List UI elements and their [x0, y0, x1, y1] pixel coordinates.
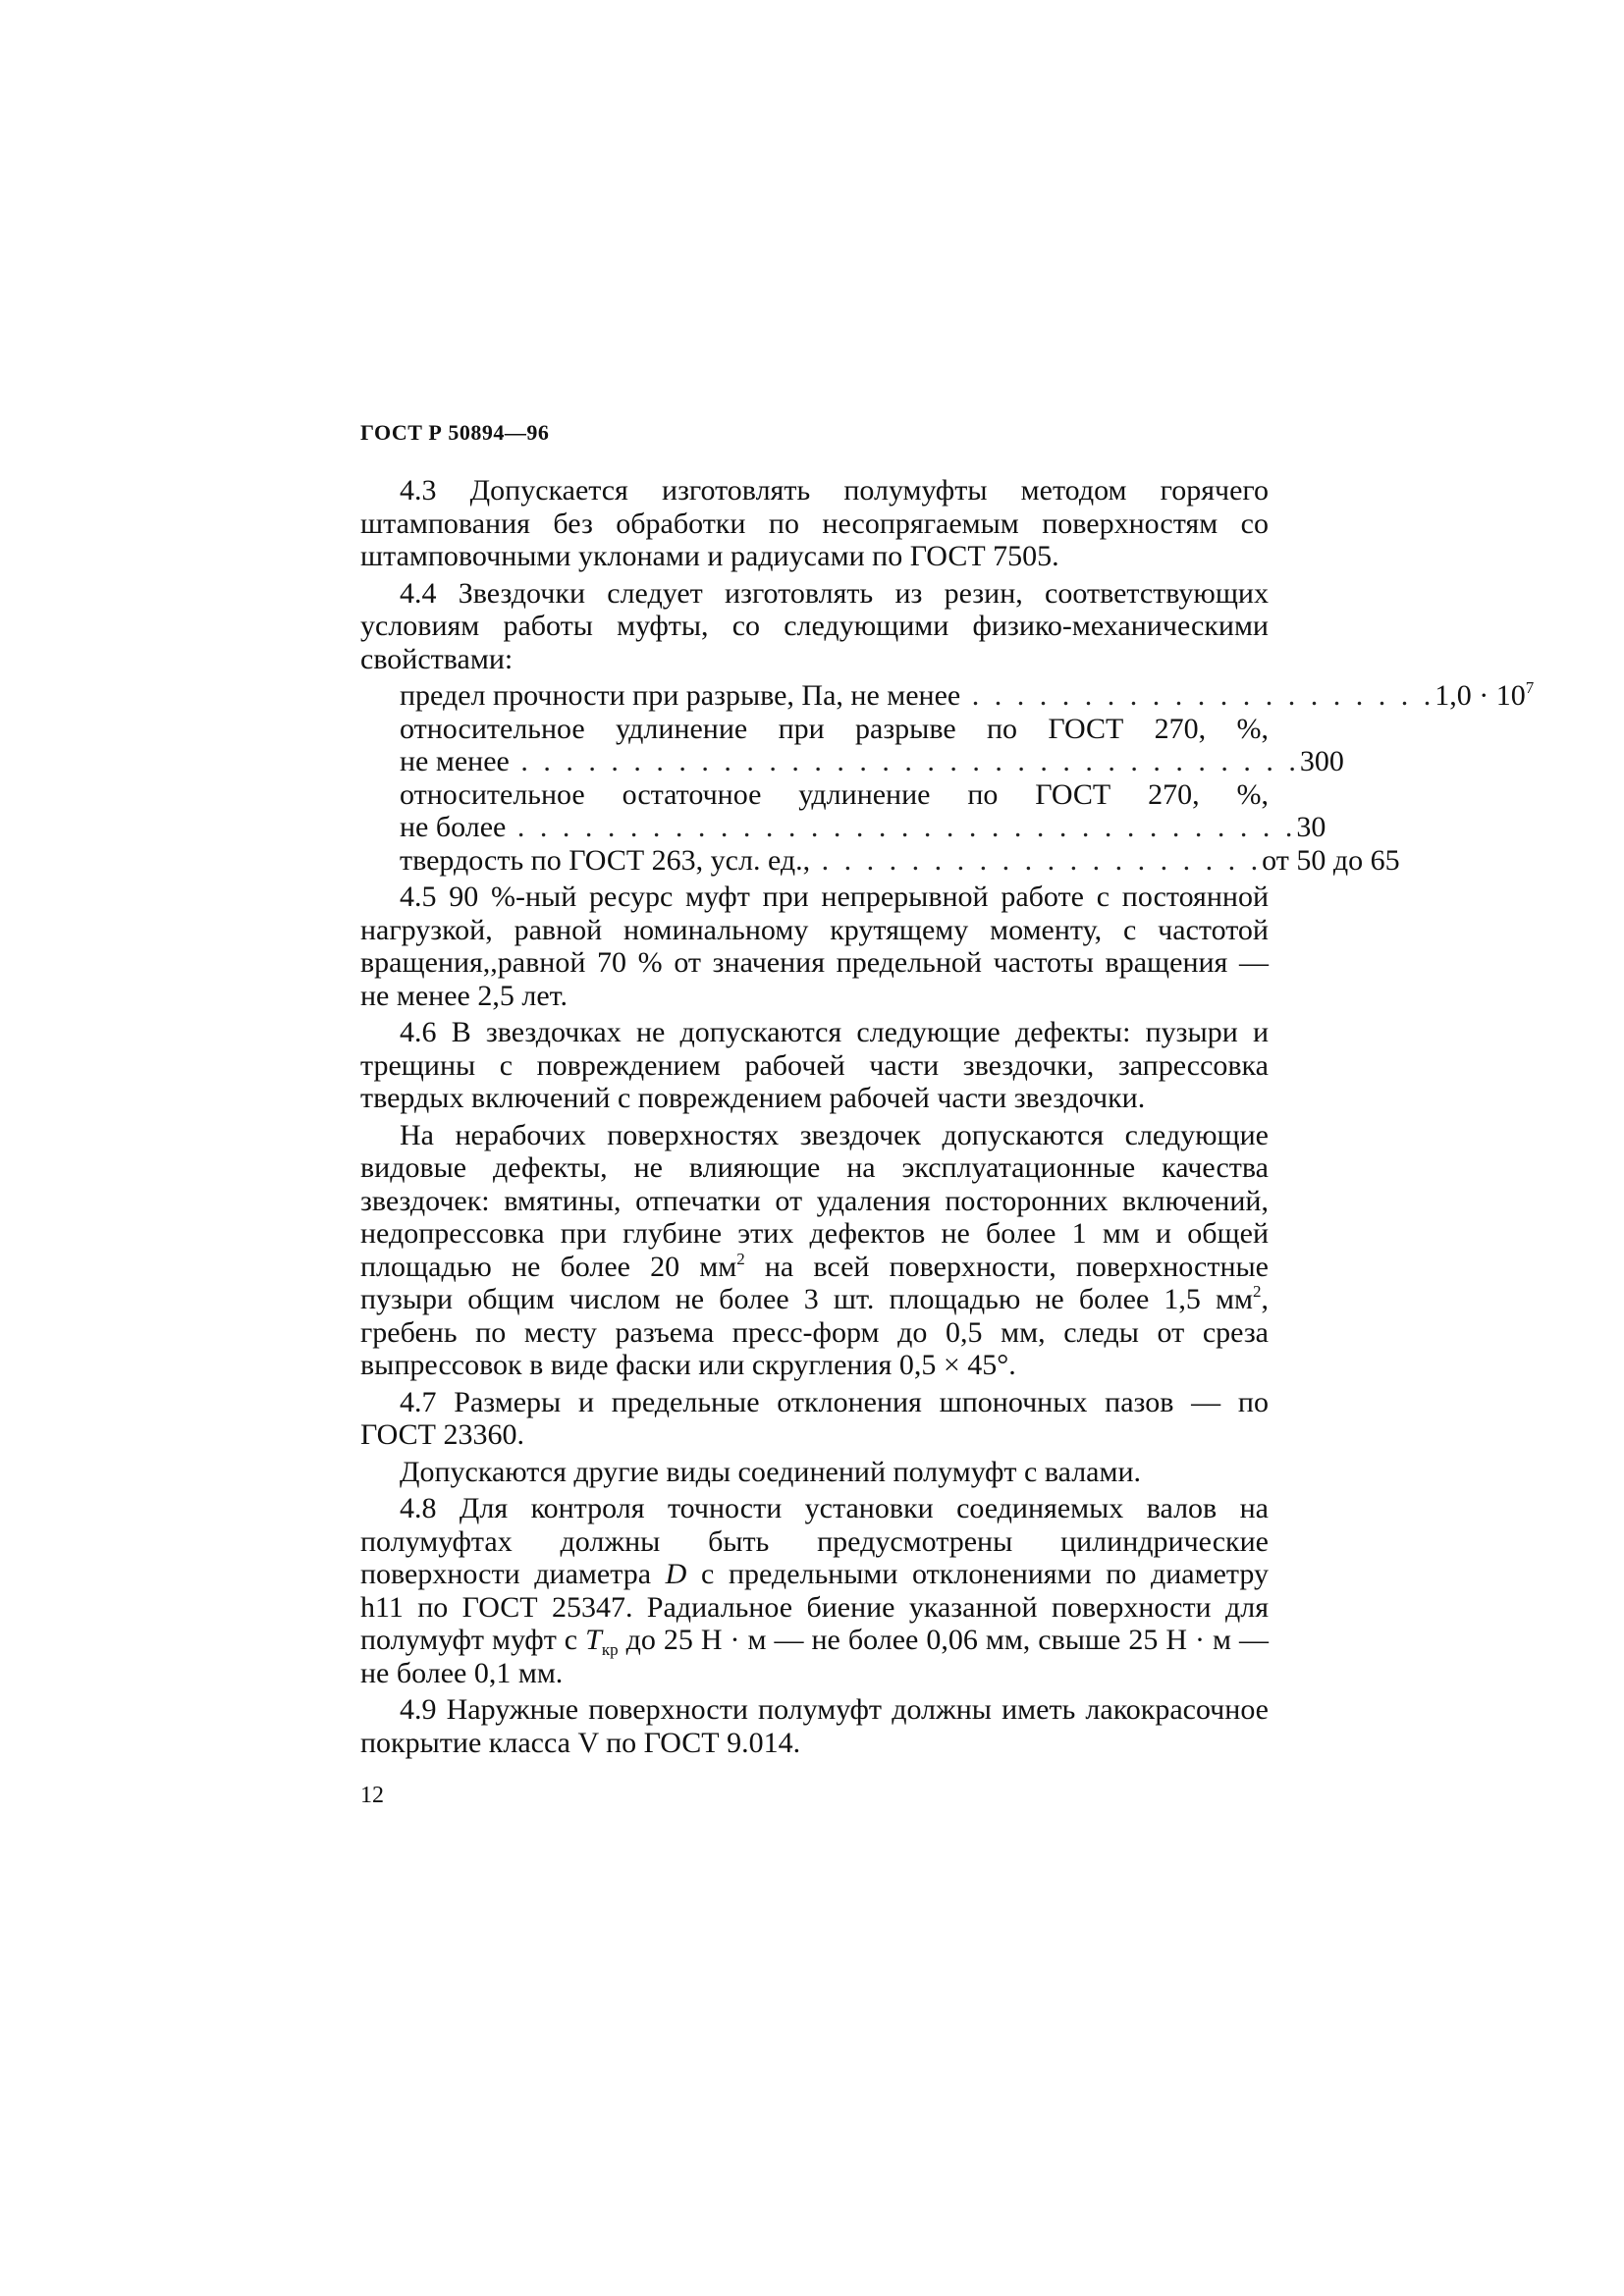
paragraph-4-4: 4.4 Звездочки следует изготовлять из резин, соответствующих условиям работы муфты, со следующими физико-механическими свойствами: [360, 576, 1269, 675]
paragraph-4-5: 4.5 90 %-ный ресурс муфт при непрерывной работе с постоянной нагрузкой, равной номинальному крутящему моменту, с частотой вращения,,равной 70 % от значения предельной частоты вращения — не менее 2,5 лет. [360, 881, 1269, 1012]
dot-leader: . . . . . . . . . . . . . . . . . . . . . . . . . . . . . . . . . . . [506, 811, 1297, 843]
property-tensile-strength [400, 678, 1535, 713]
property-name-line: относительное удлинение при разрыве по ГОСТ 270, %, [400, 712, 1269, 745]
property-residual-elongation [400, 777, 1326, 844]
paragraph-4-7: 4.7 Размеры и предельные отклонения шпоночных пазов — по ГОСТ 23360. [360, 1385, 1269, 1451]
property-name: не менее [400, 745, 510, 777]
paragraph-4-8: 4.8 Для контроля точности установки соединяемых валов на полумуфтах должны быть предусмотрены цилиндрические поверхности диаметра D с предельными отклонениями по диаметру h11 по ГОСТ 25347. Радиальное биение указанной поверхности для полумуфт муфт с $T_{кр}$ до 25 Н · м — не более 0,06 мм, свыше 25 Н · м — не более 0,1 мм. [360, 1492, 1269, 1689]
page-number: 12 [360, 1783, 384, 1808]
paragraph-4-6: 4.6 В звездочках не допускаются следующие дефекты: пузыри и трещины с повреждением рабочей части звездочки, запрессовка твердых включений с повреждением рабочей части звездочки. [360, 1016, 1269, 1114]
property-name-line: относительное остаточное удлинение по ГОСТ 270, %, [400, 777, 1269, 811]
dot-leader: . . . . . . . . . . . . . . . . . . . . . . . . . . . . . . . . . . . [509, 745, 1300, 777]
property-name: предел прочности при разрыве, Па, не менее [400, 679, 961, 712]
document-header: ГОСТ Р 50894—96 [360, 420, 550, 445]
property-value: 30 [1296, 811, 1326, 843]
property-name: твердость по ГОСТ 263, усл. ед., [400, 843, 811, 877]
paragraph-4-7-other: Допускаются другие виды соединений полумуфт с валами. [400, 1455, 1142, 1488]
dot-leader: . . . . . . . . . . . . . . . . . . . . . [960, 679, 1435, 712]
property-elongation [400, 712, 1344, 778]
property-hardness [400, 843, 1400, 878]
property-value: от 50 до 65 [1262, 843, 1400, 877]
dot-leader: . . . . . . . . . . . . . . . . . . . . [810, 843, 1263, 877]
property-name: не более [400, 811, 507, 843]
paragraph-4-6-defects: На нерабочих поверхностях звездочек допускаются следующие видовые дефекты, не влияющие на эксплуатационные качества звездочек: вмятины, отпечатки от удаления посторонних включений, недопрессовка при глубине этих дефектов не более 1 мм и общей площадью не более 20 $мм^2$ на всей поверхности, поверхностные пузыри общим числом не более 3 шт. площадью не более 1,5 $мм^2$, гребень по месту разъема пресс-форм до 0,5 мм, следы от среза выпрессовок в виде фаски или скругления 0,5 × 45°. [360, 1118, 1269, 1381]
property-value: 300 [1299, 745, 1344, 777]
document-body [360, 474, 1535, 1763]
paragraph-4-9: 4.9 Наружные поверхности полумуфт должны иметь лакокрасочное покрытие класса V по ГОСТ 9.014. [360, 1693, 1269, 1759]
paragraph-4-3: 4.3 Допускается изготовлять полумуфты методом горячего штампования без обработки по несопрягаемым поверхностям со штамповочными уклонами и радиусами по ГОСТ 7505. [360, 474, 1269, 572]
property-value: $1,0 \cdot 10^7$ [1435, 678, 1535, 712]
